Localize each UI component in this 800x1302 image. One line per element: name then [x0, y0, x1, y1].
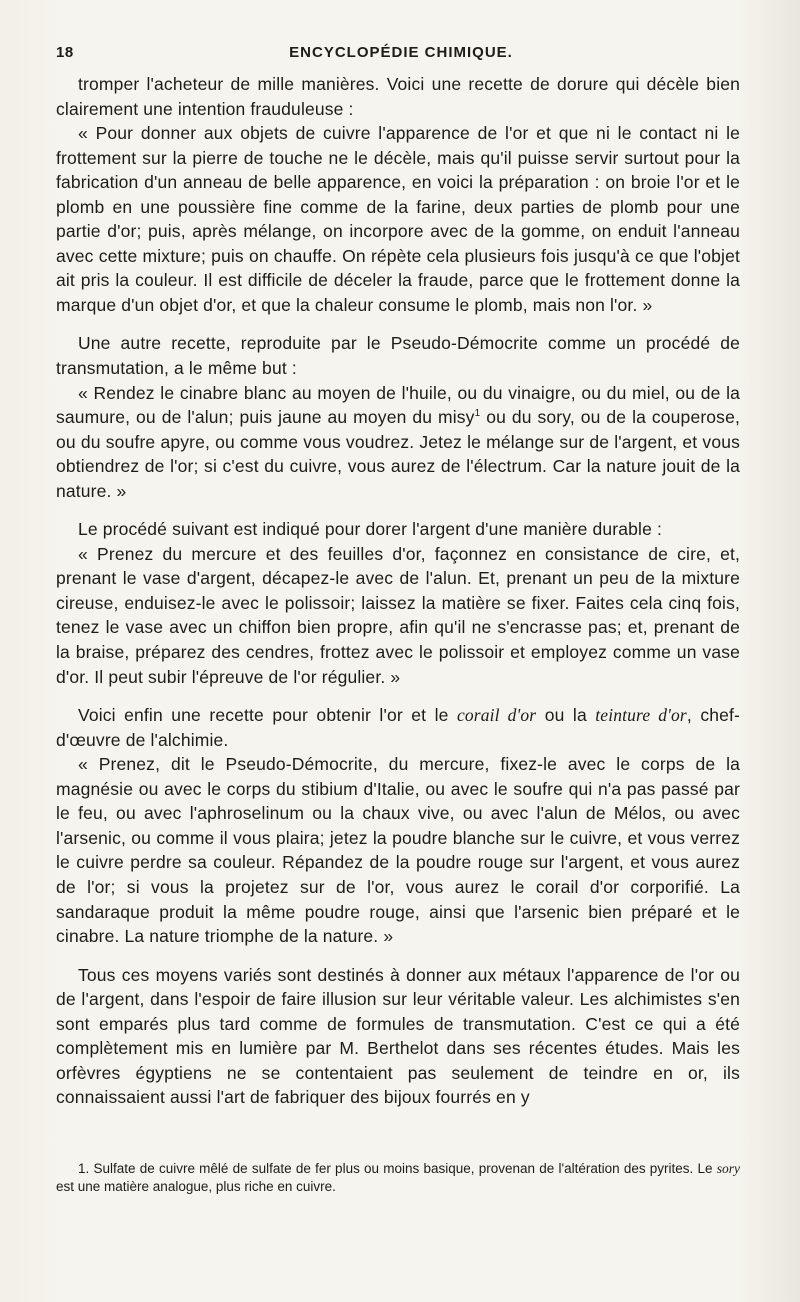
italic-term: teinture d'or — [595, 705, 687, 726]
text-run: Une autre recette, reproduite par le Pseudo-Démocrite comme un procédé de transmutation, a le même but : — [56, 333, 740, 379]
text-run: ou la — [536, 705, 596, 726]
text-run: tromper l'acheteur de mille manières. Voici une recette de dorure qui décèle bien clairement une intention frauduleuse : — [56, 74, 740, 119]
paragraph — [56, 963, 740, 1110]
text-run: « Prenez, dit le Pseudo-Démocrite, du mercure, fixez-le avec le corps de la magnésie ou avec le corps du stibium d'Italie, ou avec le soufre qui n'a pas passé par le feu, ou avec l'aphroselinum ou la chaux vive, ou avec l'alun de Mélos, ou avec l'arsenic, ou comme il vous plaira; jetez la poudre blanche sur le cuivre, et vous verrez le cuivre perdre sa couleur. Répandez de la poudre rouge sur l'argent, et vous aurez de l'or; si vous la projetez sur de l'or, vous aurez le corail d'or corporifié. La sandaraque produit la même poudre rouge, ainsi que l'arsenic bien préparé et le cinabre. La nature triomphe de la nature. » — [56, 754, 740, 947]
paragraph — [56, 72, 740, 121]
running-title: ENCYCLOPÉDIE CHIMIQUE. — [289, 44, 513, 61]
text-run: , chef-d'œuvre de l'alchimie. — [56, 705, 740, 750]
text-run: 1. Sulfate de cuivre mêlé de sulfate de fer plus ou moins basique, provenan de l'altération des pyrites. Le — [78, 1161, 717, 1176]
paragraph — [56, 517, 740, 542]
text-run: Voici enfin une recette pour obtenir l'or et le — [78, 705, 457, 726]
footnotes — [56, 1160, 740, 1196]
footnote-ref: 1 — [474, 408, 481, 420]
text-run: ou du sory, ou de la couperose, ou du soufre apyre, ou comme vous voudrez. Jetez le mélange sur de l'argent, et vous obtiendrez de l'or; si c'est du cuivre, vous aurez de l'électrum. Car la nature jouit de la nature. » — [56, 407, 740, 501]
paragraph — [56, 542, 740, 689]
italic-term: corail d'or — [456, 705, 537, 726]
text-run: Le procédé suivant est indiqué pour dorer l'argent d'une manière durable : — [78, 519, 662, 540]
text-run: Tous ces moyens variés sont destinés à donner aux métaux l'apparence de l'or ou de l'argent, dans l'espoir de faire illusion sur leur véritable valeur. Les alchimistes s'en sont emparés plus tard comme de formules de transmutation. C'est ce qui a été complètement mis en lumière par M. Berthelot dans ses récentes études. Mais les orfèvres égyptiens ne se contentaient pas seulement de teindre en or, ils connaissaient aussi l'art de fabriquer des bijoux fourrés en y — [56, 964, 740, 1108]
text-run: « Rendez le cinabre blanc au moyen de l'huile, ou du vinaigre, ou du miel, ou de la saumure, ou de l'alun; puis jaune au moyen du misy — [56, 382, 740, 428]
text-run: est une matière analogue, plus riche en cuivre. — [56, 1179, 336, 1194]
paragraph — [56, 752, 740, 948]
paragraph — [56, 331, 740, 380]
text-run: « Prenez du mercure et des feuilles d'or, façonnez en consistance de cire, et, prenant le vase d'argent, décapez-le avec de l'alun. Et, prenant un peu de la mixture cireuse, enduisez-le avec le polissoir; laissez la matière se fixer. Faites cela cinq fois, tenez le vase avec un chiffon bien propre, afin qu'il ne s'encrasse pas; et, prenant de la braise, préparez des cendres, frottez avec le polissoir et employez comme un vase d'or. Il peut subir l'épreuve de l'or régulier. » — [56, 543, 740, 687]
page-header — [56, 44, 746, 64]
italic-term: sory — [716, 1161, 740, 1176]
page-number: 18 — [56, 44, 74, 61]
paragraph — [56, 121, 740, 317]
footnote — [56, 1160, 740, 1196]
paragraph — [56, 703, 740, 752]
text-run: « Pour donner aux objets de cuivre l'apparence de l'or et que ni le contact ni le frottement sur la pierre de touche ne le décèle, mais qu'il puisse servir surtout pour la fabrication d'un anneau de belle apparence, en voici la préparation : on broie l'or et le plomb en une poussière fine comme de la farine, deux parties de plomb pour une partie d'or; puis, après mélange, on incorpore avec de la gomme, on enduit l'anneau avec cette mixture; puis on chauffe. On répète cela plusieurs fois jusqu'à ce que l'objet ait pris la couleur. Il est difficile de déceler la fraude, parce que le frottement donne la marque d'un objet d'or, et que la chaleur consume le plomb, mais non l'or. » — [56, 123, 740, 315]
body-text — [56, 72, 740, 1110]
paragraph — [56, 381, 740, 504]
